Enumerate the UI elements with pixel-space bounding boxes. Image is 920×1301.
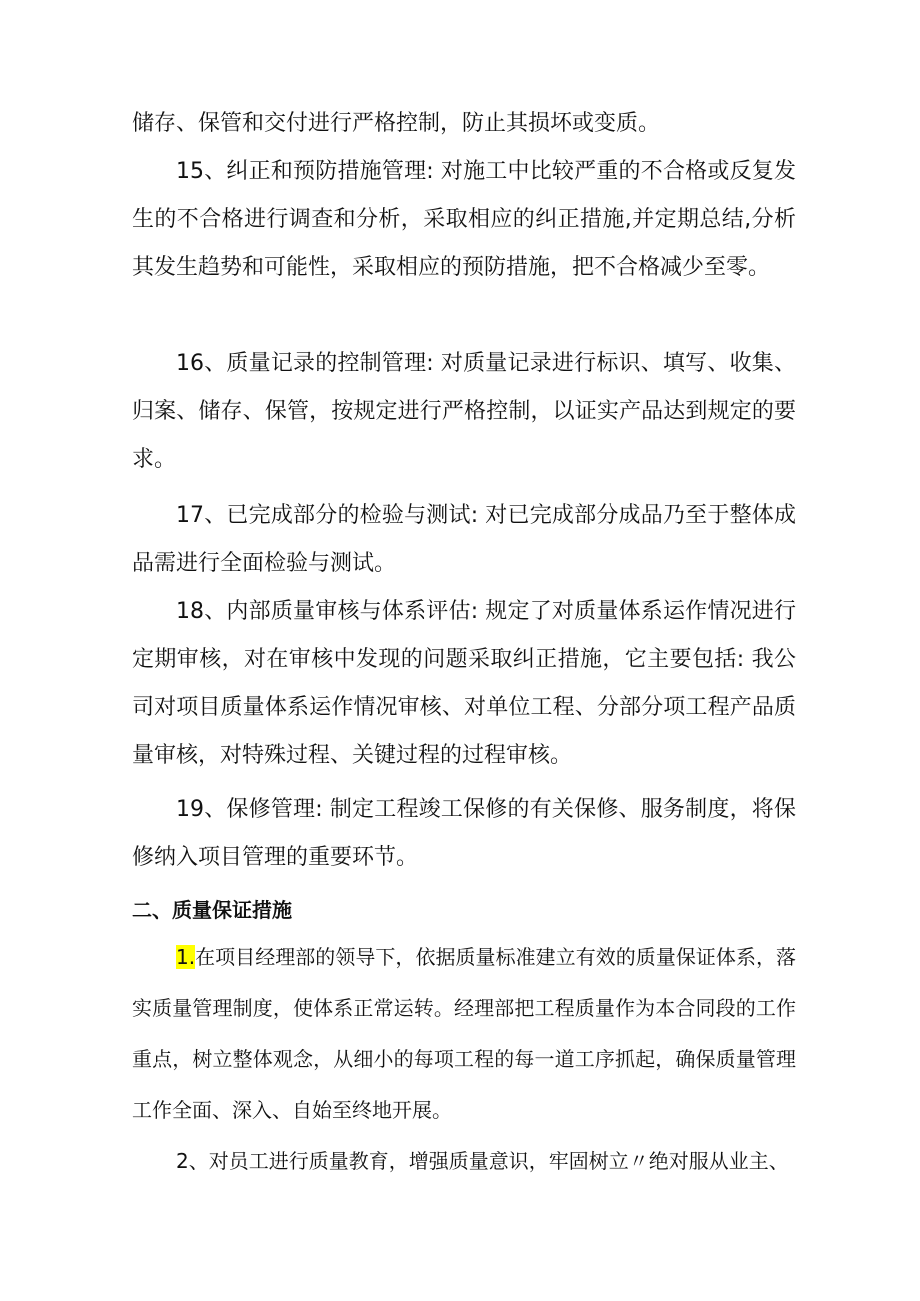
- highlighted-number: 1.: [176, 945, 196, 969]
- measure-1: [132, 932, 796, 1136]
- paragraph-15: 15、纠正和预防措施管理: 对施工中比较严重的不合格或反复发生的不合格进行调查和分析，采取相应的纠正措施,并定期总结,分析其发生趋势和可能性，采取相应的预防措施，把不合格减少至零。: [132, 159, 796, 280]
- measure-1-text: 在项目经理部的领导下，依据质量标准建立有效的质量保证体系，落实质量管理制度，使体系正常运转。经理部把工程质量作为本合同段的工作重点，树立整体观念，从细小的每项工程的每一道工序抓起，确保质量管理工作全面、深入、自始至终地开展。: [132, 945, 796, 1122]
- paragraph-14-continuation: 储存、保管和交付进行严格控制，防止其损坏或变质。: [132, 111, 661, 136]
- paragraph-18: 18、内部质量审核与体系评估: 规定了对质量体系运作情况进行定期审核，对在审核中发现的问题采取纠正措施，它主要包括: 我公司对项目质量体系运作情况审核、对单位工程、分部分项工程产品质量审核，对特殊过程、关键过程的过程审核。: [132, 599, 796, 768]
- paragraph-16: 16、质量记录的控制管理: 对质量记录进行标识、填写、收集、归案、储存、保管，按规定进行严格控制，以证实产品达到规定的要求。: [132, 351, 796, 472]
- paragraph-19: 19、保修管理: 制定工程竣工保修的有关保修、服务制度，将保修纳入项目管理的重要环节。: [132, 797, 796, 870]
- paragraph-17: 17、已完成部分的检验与测试: 对已完成部分成品乃至于整体成品需进行全面检验与测试。: [132, 503, 796, 576]
- section-heading: 二、质量保证措施: [132, 898, 292, 922]
- measure-2: 2、对员工进行质量教育，增强质量意识，牢固树立〃绝对服从业主、: [176, 1149, 789, 1173]
